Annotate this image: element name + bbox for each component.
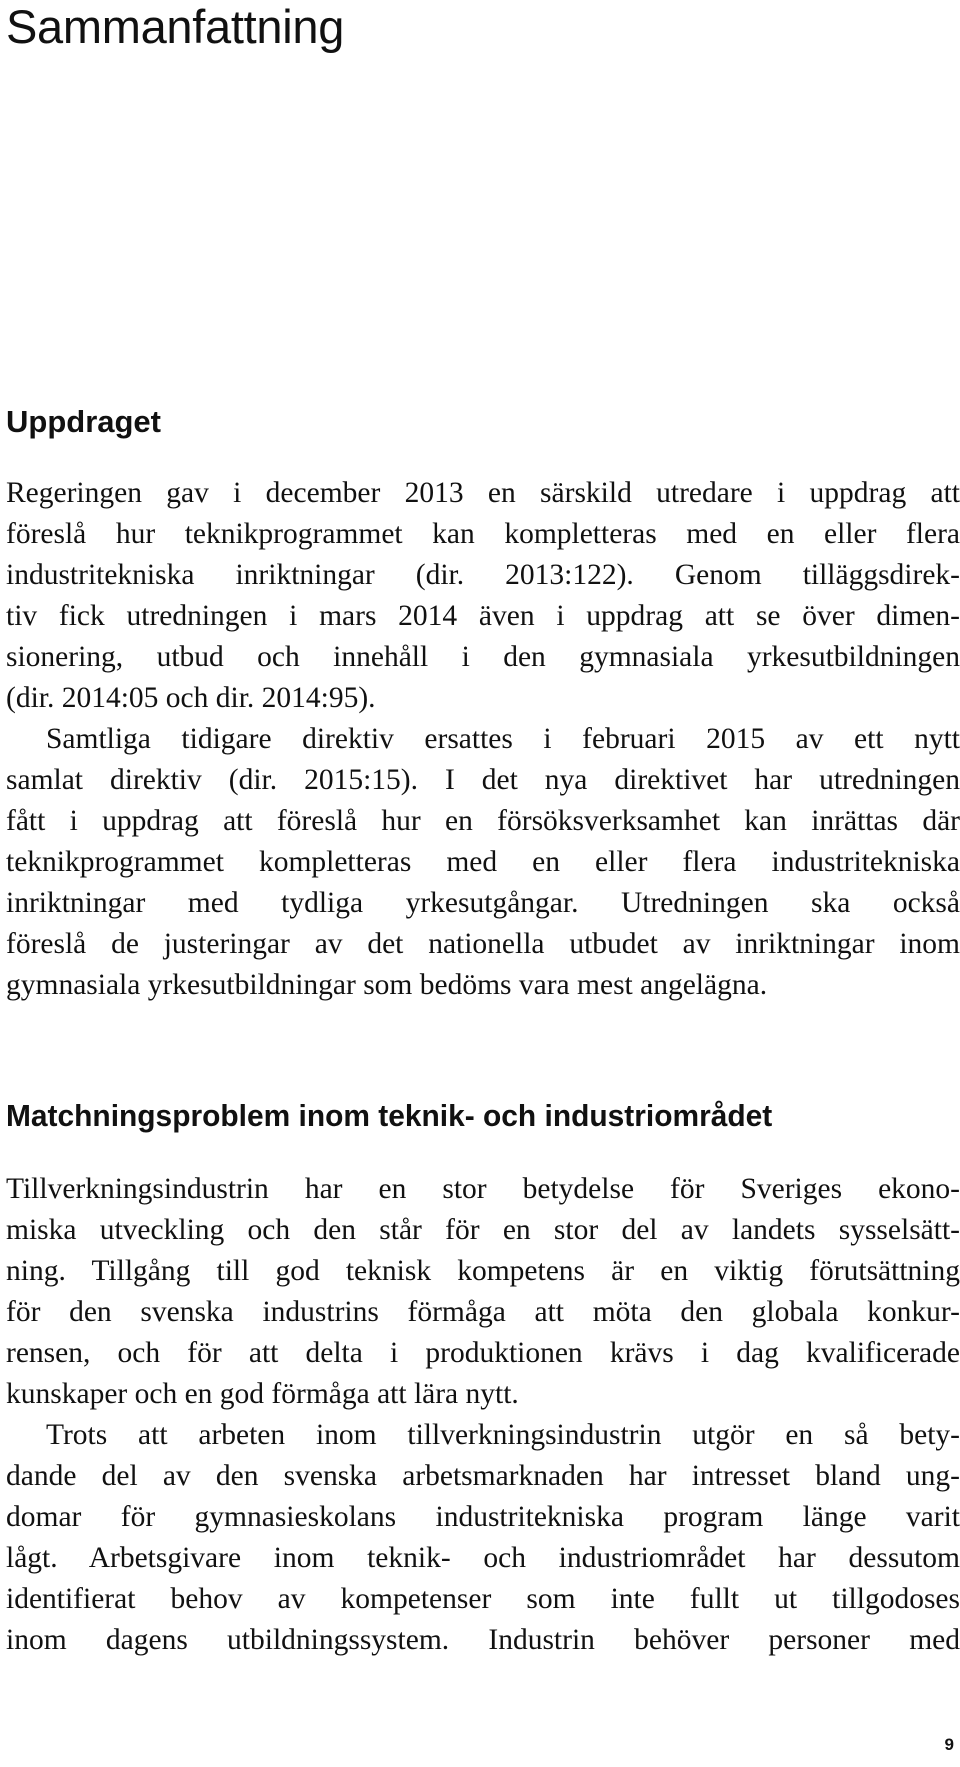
text-line: (dir. 2014:05 och dir. 2014:95). [6,682,376,714]
page-title: Sammanfattning [6,0,345,53]
text-line: föreslå hur teknikprogrammet kan kompletteras med en eller flera [6,518,960,550]
text-line: domar för gymnasieskolans industritekniska program länge varit [6,1501,960,1533]
text-line: gymnasiala yrkesutbildningar som bedöms vara mest angelägna. [6,969,768,1001]
text-line: teknikprogrammet kompletteras med en eller flera industritekniska [6,846,960,878]
text-line: miska utveckling och den står för en stor del av landets sysselsätt- [6,1214,960,1246]
paragraph-matchningsproblem-2 [6,1415,960,1661]
page-number: 9 [944,1735,954,1754]
text-line: lågt. Arbetsgivare inom teknik- och industriområdet har dessutom [6,1542,960,1574]
text-line: tiv fick utredningen i mars 2014 även i uppdrag att se över dimen- [6,600,960,632]
text-line: industritekniska inriktningar (dir. 2013:122). Genom tilläggsdirek- [6,559,960,591]
text-line: föreslå de justeringar av det nationella utbudet av inriktningar inom [6,928,960,960]
text-line: för den svenska industrins förmåga att möta den globala konkur- [6,1296,960,1328]
text-line: rensen, och för att delta i produktionen krävs i dag kvalificerade [6,1337,960,1369]
text-line: Regeringen gav i december 2013 en särskild utredare i uppdrag att [6,477,960,509]
text-line: kunskaper och en god förmåga att lära nytt. [6,1378,519,1410]
text-line: inriktningar med tydliga yrkesutgångar. Utredningen ska också [6,887,960,919]
paragraph-matchningsproblem-1 [6,1169,960,1415]
text-line: sionering, utbud och innehåll i den gymnasiala yrkesutbildningen [6,641,960,673]
section-heading-matchningsproblem: Matchningsproblem inom teknik- och industriområdet [6,1098,773,1133]
text-line: Samtliga tidigare direktiv ersattes i februari 2015 av ett nytt [46,723,960,755]
text-line: ning. Tillgång till god teknisk kompetens är en viktig förutsättning [6,1255,960,1287]
text-line: Trots att arbeten inom tillverkningsindustrin utgör en så bety- [46,1419,960,1451]
text-line: fått i uppdrag att föreslå hur en försöksverksamhet kan inrättas där [6,805,960,837]
text-line: inom dagens utbildningssystem. Industrin behöver personer med [6,1624,960,1656]
text-line: identifierat behov av kompetenser som inte fullt ut tillgodoses [6,1583,960,1615]
text-line: dande del av den svenska arbetsmarknaden har intresset bland ung- [6,1460,960,1492]
text-line: samlat direktiv (dir. 2015:15). I det nya direktivet har utredningen [6,764,960,796]
paragraph-uppdraget [6,473,960,1006]
text-line: Tillverkningsindustrin har en stor betydelse för Sveriges ekono- [6,1173,960,1205]
section-heading-uppdraget: Uppdraget [6,404,161,439]
